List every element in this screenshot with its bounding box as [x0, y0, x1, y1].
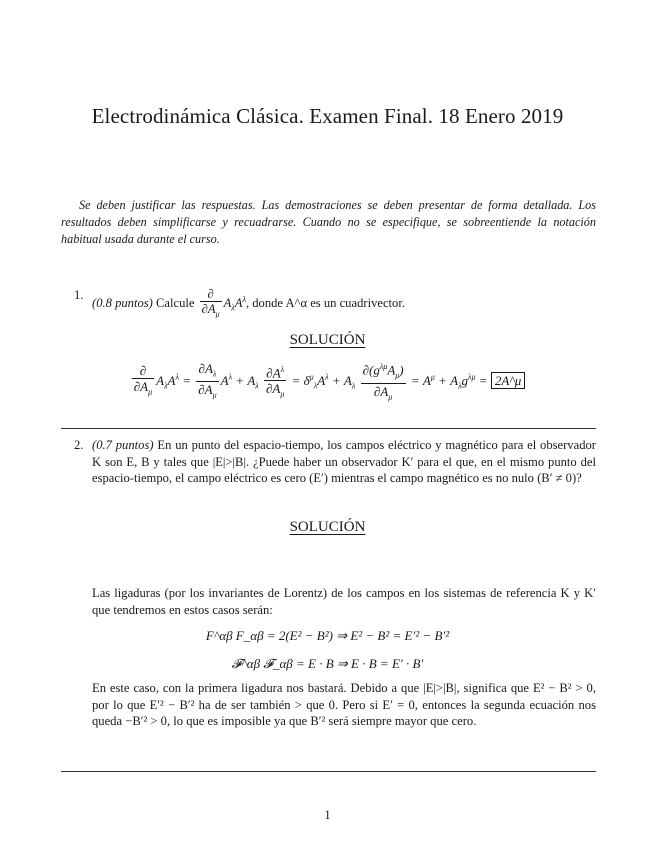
problem-2-points: (0.7 puntos)	[92, 438, 154, 452]
divider-2	[61, 771, 596, 772]
instructions-paragraph: Se deben justificar las respuestas. Las demostraciones se deben presentar de forma detallada. Los resultados deben simplificarse y recuadrarse. Cuando no se especifique, se sobreentiende la notación habitual usada durante el curso.	[61, 198, 596, 246]
problem-1-points: (0.8 puntos)	[92, 296, 153, 311]
result-box: 2A^μ	[491, 372, 525, 389]
solution-2-equation-2: 𝓕^αβ 𝓕_αβ = E · B ⇒ E · B = E′ · B′	[231, 656, 424, 671]
problem-2	[74, 437, 596, 487]
problem-1-text-after: , donde A^α es un cuadrivector.	[245, 296, 405, 311]
solution-2-equation-1: F^αβ F_αβ = 2(E² − B²) ⇒ E² − B² = E′² − B′²	[205, 628, 450, 643]
divider-1	[61, 428, 596, 429]
solution-header-2: SOLUCIÓN	[289, 519, 366, 535]
problem-1: 1. (0.8 puntos) Calcule $\frac{\partial}{\partial A_\mu}$ $A_\lambda A^\lambda$, donde A^α es un cuadrivector.	[74, 287, 596, 322]
problem-1-text-before: Calcule	[156, 296, 195, 311]
problem-2-number: 2.	[74, 438, 84, 452]
solution-1-equation: $\frac{\partial}{\partial A_\mu}$ $A_\lambda A^\lambda$ = $\frac{\partial A_\lambda}{\partial A_\mu}$ $A^\lambda + A_\lambda$ $\frac{\partial A^\lambda}{\partial A_\mu}$ = $\delta^\mu_\lambda A^\lambda + A_\lambda$ $\frac{\partial(g^{\lambda\mu}A_\mu)}{\partial A_\mu}$ = $A^\mu + A_\lambda g^{\lambda\mu}$ = 2A^μ	[0, 360, 655, 405]
solution-header-1: SOLUCIÓN	[289, 332, 366, 348]
page-number: 1	[324, 808, 331, 822]
problem-1-derivative: $\frac{\partial}{\partial A_\mu}$	[201, 287, 220, 319]
solution-2-paragraph-1: Las ligaduras (por los invariantes de Lorentz) de los campos en los sistemas de referencia K y K′ que tendremos en estos casos serán:	[92, 586, 596, 617]
solution-2-paragraph-2: En este caso, con la primera ligadura nos bastará. Debido a que |E|>|B|, significa que E² − B² > 0, por lo que E′² − B′² ha de ser también > que 0. Pero si E′ = 0, entonces la segunda ecuación nos queda −B′² > 0, lo que es imposible ya que B′² será siempre mayor que cero.	[92, 681, 596, 728]
problem-2-text: En un punto del espacio-tiempo, los campos eléctrico y magnético para el observador K son E, B y tales que |E|>|B|. ¿Puede haber un observador K′ para el que, en el mismo punto del espacio-tiempo, el campo eléctrico es cero (E′) mientras el campo magnético es no nulo (B′ ≠ 0)?	[92, 438, 596, 485]
problem-1-number: 1.	[74, 288, 84, 302]
page-title: Electrodinámica Clásica. Examen Final. 18 Enero 2019	[91, 104, 564, 128]
